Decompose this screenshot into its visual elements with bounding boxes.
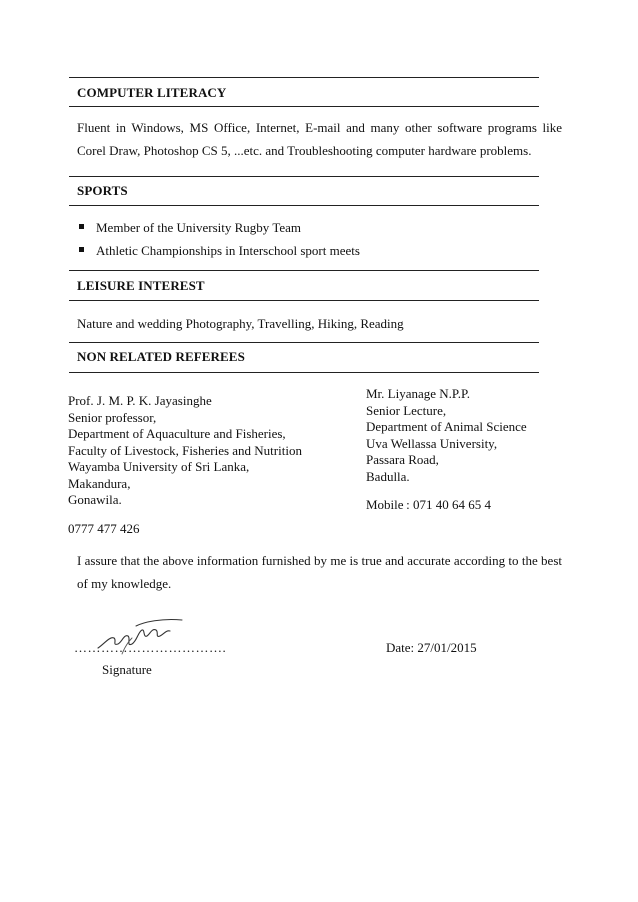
referee-right-line: Passara Road, — [366, 452, 439, 467]
section-heading-leisure-interest: LEISURE INTEREST — [77, 278, 205, 293]
referee-right-line: Department of Animal Science — [366, 419, 527, 434]
section-rule — [69, 300, 539, 301]
sports-list — [77, 218, 360, 264]
referee-right-mobile: Mobile : 071 40 64 65 4 — [366, 497, 492, 512]
section-rule — [69, 372, 539, 373]
referee-left-line: Wayamba University of Sri Lanka, — [68, 459, 250, 474]
section-rule — [69, 342, 539, 343]
list-item: Athletic Championships in Interschool sport meets — [77, 241, 360, 264]
declaration — [77, 549, 562, 595]
computer-literacy-line-1: Fluent in Windows, MS Office, Internet, E-mail and many other software programs like — [77, 120, 562, 135]
section-heading-computer-literacy: COMPUTER LITERACY — [77, 85, 227, 100]
section-rule — [69, 77, 539, 78]
declaration-line-1: I assure that the above information furnished by me is true and accurate according to the best — [77, 553, 562, 568]
leisure-text: Nature and wedding Photography, Travelling, Hiking, Reading — [77, 316, 404, 331]
computer-literacy-text — [77, 116, 562, 162]
referee-right — [366, 386, 527, 514]
referee-left-line: Makandura, — [68, 475, 131, 491]
referee-left — [68, 393, 302, 537]
section-rule — [69, 106, 539, 107]
section-heading-referees: NON RELATED REFEREES — [77, 349, 245, 364]
signature-line: ……………………………. — [74, 640, 227, 655]
referee-left-line: Gonawila. — [68, 492, 122, 507]
date-text: Date: 27/01/2015 — [386, 640, 477, 655]
referee-left-phone: 0777 477 426 — [68, 520, 140, 536]
list-item: Member of the University Rugby Team — [77, 218, 360, 241]
referee-left-line: Senior professor, — [68, 409, 157, 425]
referee-right-line: Mr. Liyanage N.P.P. — [366, 386, 470, 401]
computer-literacy-line-2: Corel Draw, Photoshop CS 5, ...etc. and Troubleshooting computer hardware problems. — [77, 143, 532, 158]
referee-left-line: Prof. J. M. P. K. Jayasinghe — [68, 393, 212, 408]
referee-right-line: Senior Lecture, — [366, 402, 447, 418]
section-rule — [69, 205, 539, 206]
referee-right-line: Uva Wellassa University, — [366, 435, 498, 451]
referee-right-line: Badulla. — [366, 468, 410, 484]
declaration-line-2: of my knowledge. — [77, 576, 172, 591]
section-rule — [69, 176, 539, 177]
section-heading-sports: SPORTS — [77, 183, 128, 198]
signature-label: Signature — [102, 662, 152, 677]
section-rule — [69, 270, 539, 271]
referee-left-line: Department of Aquaculture and Fisheries, — [68, 426, 286, 441]
referee-left-line: Faculty of Livestock, Fisheries and Nutrition — [68, 442, 302, 458]
